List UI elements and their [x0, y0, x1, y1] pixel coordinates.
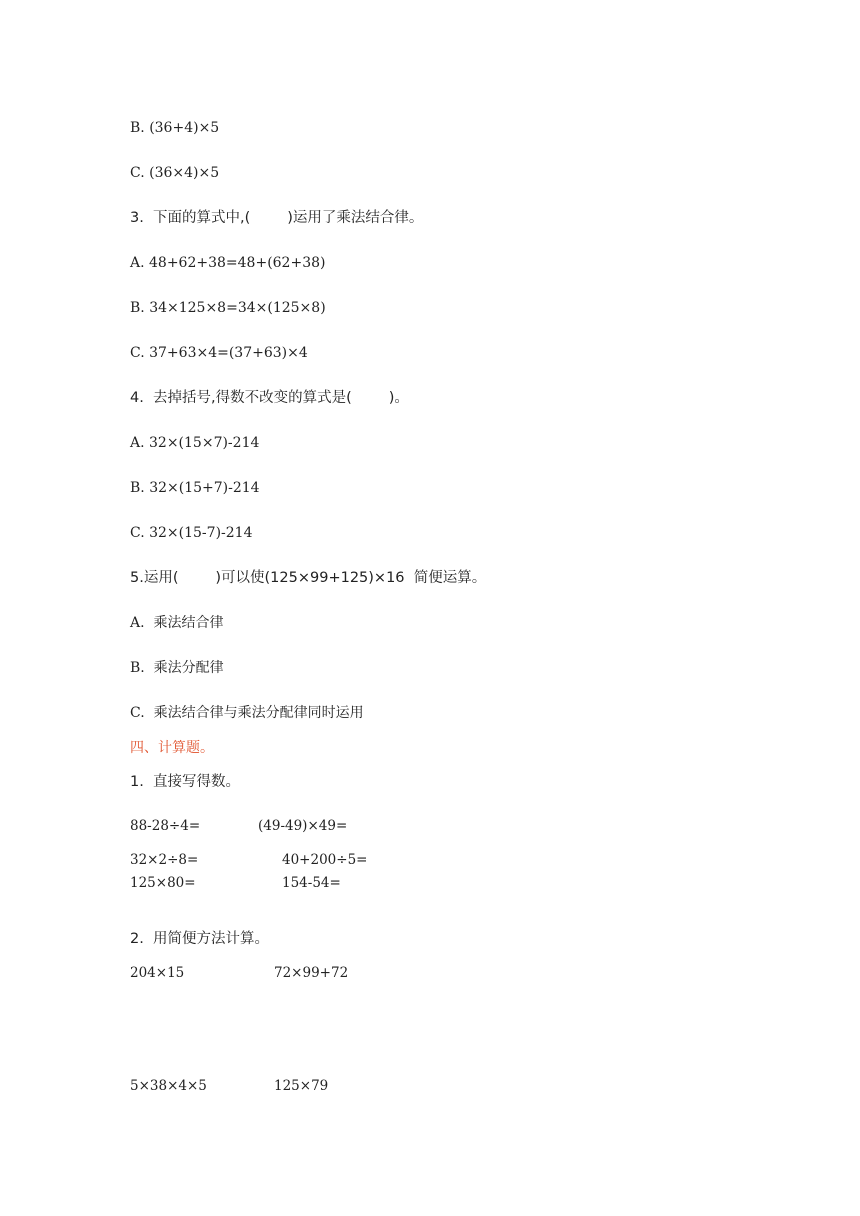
q5-option-a: A. 乘法结合律	[130, 615, 224, 631]
simplify-item: 125×79	[274, 1078, 329, 1094]
mental-math-item: (49-49)×49=	[258, 818, 348, 834]
section-title: 四、计算题。	[130, 740, 214, 756]
question-5: 5.运用( )可以使(125×99+125)×16 简便运算。	[130, 570, 487, 586]
mental-math-item: 154-54=	[282, 875, 341, 891]
mental-math-item: 88-28÷4=	[130, 818, 201, 834]
q4-option-c: C. 32×(15-7)-214	[130, 525, 253, 541]
mental-math-item: 40+200÷5=	[282, 852, 368, 868]
q4-option-b: B. 32×(15+7)-214	[130, 480, 260, 496]
q5-option-b: B. 乘法分配律	[130, 660, 224, 676]
choice-b: B. (36+4)×5	[130, 120, 220, 136]
calc-question-1: 1. 直接写得数。	[130, 774, 241, 790]
q5-option-c: C. 乘法结合律与乘法分配律同时运用	[130, 705, 364, 721]
choice-c: C. (36×4)×5	[130, 165, 220, 181]
calc-question-2: 2. 用简便方法计算。	[130, 931, 270, 947]
simplify-item: 5×38×4×5	[130, 1078, 207, 1094]
simplify-item: 72×99+72	[274, 965, 349, 981]
q3-option-b: B. 34×125×8=34×(125×8)	[130, 300, 326, 316]
simplify-item: 204×15	[130, 965, 185, 981]
q4-option-a: A. 32×(15×7)-214	[130, 435, 260, 451]
mental-math-item: 125×80=	[130, 875, 196, 891]
mental-math-item: 32×2÷8=	[130, 852, 199, 868]
q3-option-a: A. 48+62+38=48+(62+38)	[130, 255, 326, 271]
question-4: 4. 去掉括号,得数不改变的算式是( )。	[130, 390, 409, 406]
q3-option-c: C. 37+63×4=(37+63)×4	[130, 345, 308, 361]
question-3: 3. 下面的算式中,( )运用了乘法结合律。	[130, 210, 424, 226]
